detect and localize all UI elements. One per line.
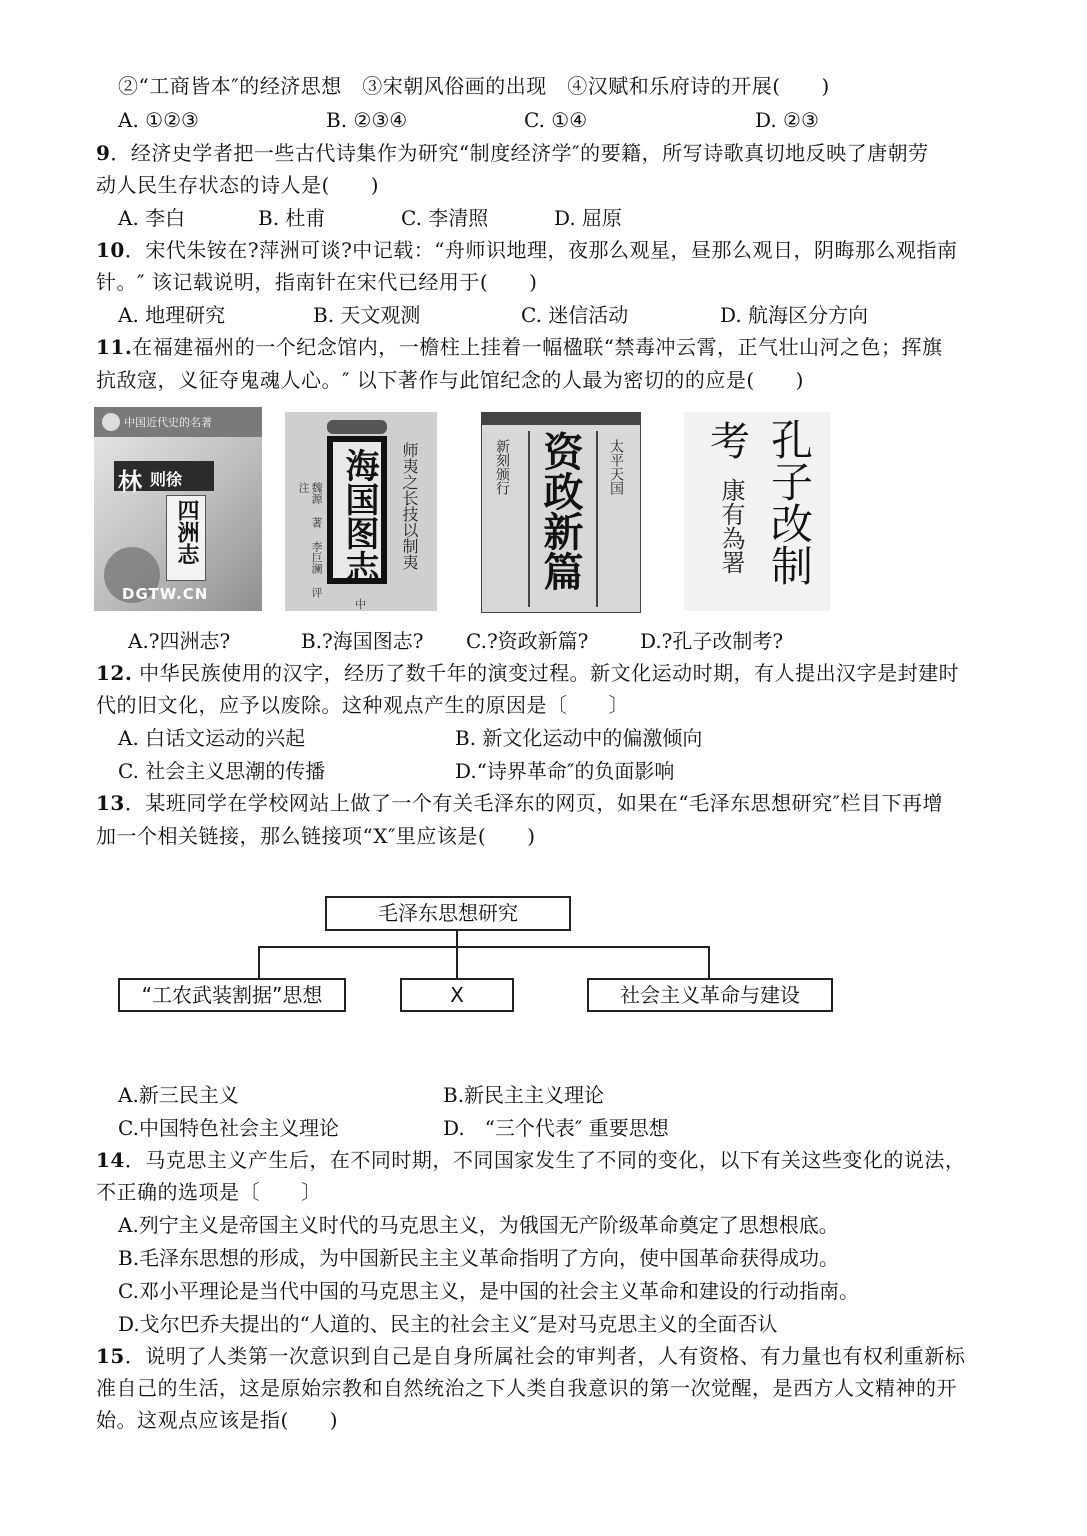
q8-option-c: C. ①④ xyxy=(524,108,588,132)
q11-stem-line2: 抗敌寇，义征夺鬼魂人心。″ 以下著作与此馆纪念的人最为密切的的应是( ) xyxy=(96,368,804,392)
q10-option-c: C. 迷信活动 xyxy=(521,303,629,327)
q10-number: 10 xyxy=(96,238,125,262)
q13-stem-line1 xyxy=(96,789,943,817)
q8-option-b: B. ②③④ xyxy=(326,108,408,132)
diagram-left-box: “工农武装割据”思想 xyxy=(118,978,346,1012)
q15-stem-line2: 准自己的生活，这是原始宗教和自然统治之下人类自我意识的第一次觉醒，是西方人文精神的开 xyxy=(96,1376,957,1400)
q14-option-d: D.戈尔巴乔夫提出的“人道的、民主的社会主义″是对马克思主义的全面否认 xyxy=(118,1312,778,1336)
diagram-middle-box: X xyxy=(400,978,514,1012)
book2-side-slogan: 师夷之长技以制夷 xyxy=(400,442,419,570)
q13-number: 13 xyxy=(96,791,125,815)
q15-number: 15 xyxy=(96,1344,125,1368)
q9-option-c: C. 李清照 xyxy=(401,206,489,230)
book1-title-b: 则徐 xyxy=(150,470,183,489)
book3-right-text: 太平天国 xyxy=(608,439,624,495)
q11-option-b: B.?海国图志? xyxy=(301,629,424,653)
q15-text1: ．说明了人类第一次意识到自己是自身所属社会的审判者，人有资格、有力量也有权利重新标 xyxy=(124,1344,966,1368)
book2-bottom-mark: 中 xyxy=(355,598,366,611)
q12-option-d: D.“诗界革命″的负面影响 xyxy=(455,759,675,783)
q8-statement-line: ②“工商皆本″的经济思想 ③宋朝风俗画的出现 ④汉赋和乐府诗的开展( ) xyxy=(118,74,830,98)
q11-stem-line1 xyxy=(96,333,943,361)
book4-title-a: 孔子改制 xyxy=(765,418,814,586)
book3-left-text: 新刻颁行 xyxy=(494,439,510,495)
q8-option-a: A. ①②③ xyxy=(118,108,199,132)
q10-stem-line2: 针。″ 该记载说明，指南针在宋代已经用于( ) xyxy=(96,270,538,294)
q9-stem-line1 xyxy=(96,139,929,167)
q9-number: 9 xyxy=(96,141,111,165)
book3-title: 资政新篇 xyxy=(537,431,584,591)
diagram-horizontal-connector xyxy=(258,946,710,948)
q13-text1: ．某班同学在学校网站上做了一个有关毛泽东的网页，如果在“毛泽东思想研究″栏目下再增 xyxy=(124,791,944,815)
book4-title-b: 考 xyxy=(710,419,750,465)
book1-watermark: DGTW.CN xyxy=(122,585,209,603)
q14-option-c: C.邓小平理论是当代中国的马克思主义，是中国的社会主义革命和建设的行动指南。 xyxy=(118,1279,859,1303)
diagram-right-connector xyxy=(708,946,710,978)
book1-series: 中国近代史的名著 xyxy=(124,416,212,429)
q12-option-a: A. 白话文运动的兴起 xyxy=(118,726,306,750)
book-cover-haiguotuzhi xyxy=(285,412,437,611)
q11-number: 11. xyxy=(96,335,133,359)
q13-stem-line2: 加一个相关链接，那么链接项“X″里应该是( ) xyxy=(96,824,536,848)
q15-stem-line1 xyxy=(96,1342,965,1370)
q13-option-a: A.新三民主义 xyxy=(118,1083,239,1107)
q10-option-b: B. 天文观测 xyxy=(313,303,421,327)
q11-option-c: C.?资政新篇? xyxy=(466,629,589,653)
q13-option-b: B.新民主主义理论 xyxy=(443,1083,605,1107)
book1-title-a: 林 xyxy=(118,467,142,496)
q14-option-a: A.列宁主义是帝国主义时代的马克思主义，为俄国无产阶级革命奠定了思想根底。 xyxy=(118,1213,839,1237)
q13-option-c: C.中国特色社会主义理论 xyxy=(118,1116,339,1140)
q11-text1: 在福建福州的一个纪念馆内，一檐柱上挂着一幅楹联“禁毒冲云霄，正气壮山河之色；挥旗 xyxy=(132,335,943,359)
diagram-root-box: 毛泽东思想研究 xyxy=(325,896,571,931)
q10-option-a: A. 地理研究 xyxy=(118,303,226,327)
book-cover-kongzigaizhikao xyxy=(684,412,830,611)
q10-option-d: D. 航海区分方向 xyxy=(720,303,869,327)
q9-option-d: D. 屈原 xyxy=(554,206,623,230)
q15-stem-line3: 始。这观点应该是指( ) xyxy=(96,1408,339,1432)
q9-option-a: A. 李白 xyxy=(118,206,186,230)
diagram-left-connector xyxy=(258,946,260,978)
diagram-root-connector xyxy=(456,929,458,947)
diagram-right-box: 社会主义革命与建设 xyxy=(587,978,833,1012)
book-cover-zizhengxinpian xyxy=(481,412,641,613)
book-cover-sizhouzhi xyxy=(94,407,262,611)
q12-option-b: B. 新文化运动中的偏激倾向 xyxy=(455,726,703,750)
q12-number: 12. xyxy=(96,661,133,685)
book1-title-c: 四洲志 xyxy=(174,499,200,565)
series-logo-icon xyxy=(102,413,120,431)
q14-number: 14 xyxy=(96,1148,125,1172)
q14-stem-line2: 不正确的选项是〔 〕 xyxy=(96,1180,322,1204)
book2-title: 海国图志 xyxy=(339,448,379,584)
q11-option-d: D.?孔子改制考? xyxy=(640,629,784,653)
q14-text1: ．马克思主义产生后，在不同时期，不同国家发生了不同的变化，以下有关这些变化的说法， xyxy=(124,1148,966,1172)
q14-option-b: B.毛泽东思想的形成，为中国新民主主义革命指明了方向，使中国革命获得成功。 xyxy=(118,1246,840,1270)
q12-stem-line2: 代的旧文化，应予以废除。这种观点产生的原因是〔 〕 xyxy=(96,693,629,717)
q14-stem-line1 xyxy=(96,1146,965,1174)
q11-option-a: A.?四洲志? xyxy=(128,629,231,653)
q12-option-c: C. 社会主义思潮的传播 xyxy=(118,759,326,783)
q8-option-d: D. ②③ xyxy=(755,108,819,132)
q9-stem-line2: 动人民生存状态的诗人是( ) xyxy=(96,173,380,197)
diagram-middle-connector xyxy=(456,946,458,978)
q9-option-b: B. 杜甫 xyxy=(258,206,326,230)
book4-author: 康有為署 xyxy=(717,478,745,574)
q9-text1: ．经济史学者把一些古代诗集作为研究“制度经济学″的要籍，所写诗歌真切地反映了唐朝劳 xyxy=(110,141,929,165)
book2-author: 魏源 著 李巨澜 评注 xyxy=(297,482,323,598)
q13-option-d: D. “三个代表″ 重要思想 xyxy=(443,1116,669,1140)
q10-stem-line1 xyxy=(96,236,958,264)
q12-text1: 中华民族使用的汉字，经历了数千年的演变过程。新文化运动时期，有人提出汉字是封建时 xyxy=(139,661,960,685)
q10-text1: ．宋代朱铵在?萍洲可谈?中记载：“舟师识地理，夜那么观星，昼那么观日，阴晦那么观指南 xyxy=(124,238,958,262)
q12-stem-line1 xyxy=(96,659,959,687)
